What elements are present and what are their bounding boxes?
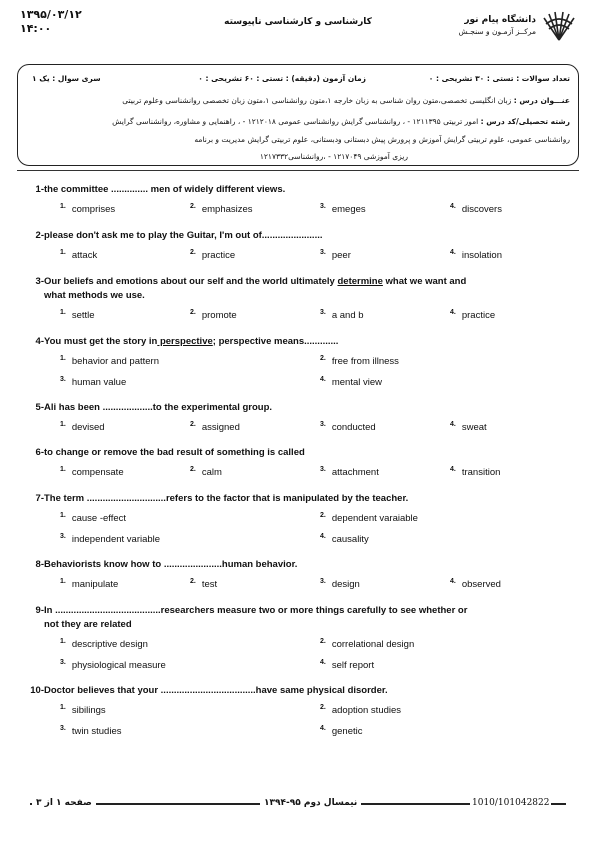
option-text: cause -effect — [71, 513, 127, 524]
page-number: صفحه ۱ از ۳ — [32, 798, 96, 808]
university-emblem-icon — [540, 10, 578, 44]
stem-text: ; perspective means............. — [212, 336, 339, 347]
option-number: 1. — [60, 203, 66, 210]
question-number: 7- — [35, 493, 44, 504]
question-stem — [44, 275, 574, 303]
option-number: 4. — [320, 725, 326, 732]
answer-option-2[interactable] — [190, 421, 240, 433]
answer-option-4[interactable] — [450, 203, 502, 215]
stem-text: the committee .............. men of widely different views. — [44, 184, 286, 195]
question-number: 10- — [30, 685, 44, 696]
field-code-line — [32, 117, 570, 126]
option-text: practice — [201, 250, 236, 261]
answer-option-4[interactable] — [450, 309, 495, 321]
option-number: 3. — [320, 578, 326, 585]
question-number: 5- — [35, 402, 44, 413]
answer-option-3[interactable] — [320, 203, 366, 215]
option-number: 2. — [190, 309, 196, 316]
answer-option-1[interactable] — [60, 578, 118, 590]
question-number: 3- — [35, 276, 44, 287]
answer-option-4[interactable] — [320, 533, 369, 545]
option-text: behavior and pattern — [71, 356, 159, 367]
option-number: 1. — [60, 638, 66, 645]
question-number: 8- — [35, 559, 44, 570]
option-text: a and b — [331, 310, 364, 321]
stem-text: The term ..............................refers to the factor that is manipulated by the teacher. — [44, 493, 409, 504]
answer-option-4[interactable] — [320, 376, 382, 388]
underlined-term: perspective — [157, 336, 213, 347]
answer-option-1[interactable] — [60, 512, 126, 524]
answer-option-2[interactable] — [320, 355, 399, 367]
answer-option-2[interactable] — [320, 512, 418, 524]
assessment-center: مرکــز آزمـون و سنجـش — [458, 27, 536, 36]
answer-option-1[interactable] — [60, 704, 106, 716]
option-number: 2. — [320, 638, 326, 645]
answer-option-3[interactable] — [60, 533, 160, 545]
option-number: 1. — [60, 466, 66, 473]
option-number: 2. — [190, 578, 196, 585]
field-line-3: ریزی آموزشی ۱۲۱۷۰۴۹ - ،روانشناسی۱۲۱۷۳۳۲ — [259, 152, 408, 161]
exam-info-box — [17, 64, 579, 166]
course-label: عنـــوان درس : — [513, 96, 570, 105]
option-number: 3. — [60, 659, 66, 666]
option-text: promote — [201, 310, 237, 321]
option-number: 1. — [60, 512, 66, 519]
option-number: 3. — [320, 249, 326, 256]
option-number: 1. — [60, 249, 66, 256]
option-text: test — [201, 579, 218, 590]
option-number: 3. — [320, 203, 326, 210]
option-text: twin studies — [71, 726, 122, 737]
option-number: 4. — [450, 309, 456, 316]
option-number: 3. — [60, 376, 66, 383]
answer-option-4[interactable] — [320, 725, 362, 737]
option-number: 2. — [190, 203, 196, 210]
option-number: 2. — [190, 421, 196, 428]
question-stem — [44, 604, 574, 632]
option-text: descriptive design — [71, 639, 148, 650]
question-number: 1- — [35, 184, 44, 195]
answer-option-4[interactable] — [450, 249, 502, 261]
answer-option-1[interactable] — [60, 466, 124, 478]
exam-code: 1010/101042822 — [472, 798, 550, 808]
option-number: 3. — [320, 309, 326, 316]
exam-time: ۱۴:۰۰ — [20, 22, 52, 35]
answer-option-1[interactable] — [60, 309, 95, 321]
option-text: calm — [201, 467, 222, 478]
university-name-block — [459, 14, 536, 38]
answer-option-2[interactable] — [190, 578, 217, 590]
stem-text-line-2: what methods we use. — [44, 290, 145, 301]
option-text: devised — [71, 422, 105, 433]
stem-text: Behaviorists know how to ......................human behavior. — [44, 559, 298, 570]
option-text: emeges — [331, 204, 366, 215]
option-text: free from illness — [331, 356, 399, 367]
answer-option-4[interactable] — [450, 466, 500, 478]
answer-option-3[interactable] — [320, 578, 360, 590]
option-number: 4. — [450, 203, 456, 210]
option-text: assigned — [201, 422, 240, 433]
stem-text: Ali has been ...................to the experimental group. — [44, 402, 273, 413]
option-text: self report — [331, 660, 375, 671]
option-number: 1. — [60, 578, 66, 585]
degree-title: کارشناسی و کارشناسی ناپیوسته — [224, 17, 372, 27]
underlined-term: determine — [337, 276, 383, 287]
question-stem — [44, 229, 574, 243]
field-line-1: امور تربیتی ۱۲۱۱۳۹۵ - ، روانشناسی گرایش روانشناسی عمومی ۱۲۱۲۰۱۸ - ، راهنمایی و مشاوره، روانشناسی گرایش — [112, 117, 479, 126]
exam-info-summary — [18, 74, 578, 86]
question-number: 6- — [35, 447, 44, 458]
stem-text: please don't ask me to play the Guitar, I'm out of....................... — [44, 230, 323, 241]
option-text: discovers — [461, 204, 502, 215]
answer-option-3[interactable] — [60, 376, 126, 388]
question-stem — [44, 492, 574, 506]
answer-option-1[interactable] — [60, 421, 105, 433]
option-text: attachment — [331, 467, 379, 478]
option-text: compensate — [71, 467, 124, 478]
option-text: causality — [331, 534, 369, 545]
option-number: 2. — [320, 512, 326, 519]
option-text: manipulate — [71, 579, 119, 590]
answer-option-3[interactable] — [320, 249, 351, 261]
answer-option-3[interactable] — [320, 466, 379, 478]
answer-option-2[interactable] — [190, 309, 237, 321]
option-number: 2. — [320, 355, 326, 362]
stem-text-line-2: not they are related — [44, 619, 132, 630]
stem-text: You must get the story in — [44, 336, 158, 347]
course-title-line — [32, 96, 570, 105]
option-text: peer — [331, 250, 351, 261]
option-number: 4. — [450, 421, 456, 428]
option-text: human value — [71, 377, 127, 388]
option-text: emphasizes — [201, 204, 253, 215]
option-text: independent variable — [71, 534, 161, 545]
option-number: 4. — [450, 578, 456, 585]
stem-text: to change or remove the bad result of something is called — [44, 447, 305, 458]
option-text: sweat — [461, 422, 487, 433]
semester-label: نیمسال دوم ۹۵-۱۳۹۴ — [260, 798, 361, 808]
option-number: 1. — [60, 421, 66, 428]
option-number: 4. — [320, 376, 326, 383]
question-stem — [44, 183, 574, 197]
option-number: 3. — [60, 533, 66, 540]
answer-option-2[interactable] — [190, 466, 222, 478]
option-text: attack — [71, 250, 98, 261]
answer-option-1[interactable] — [60, 249, 97, 261]
option-number: 4. — [320, 659, 326, 666]
option-number: 1. — [60, 355, 66, 362]
option-text: practice — [461, 310, 496, 321]
university-logo — [428, 10, 578, 48]
question-stem — [44, 446, 574, 460]
option-text: design — [331, 579, 360, 590]
option-number: 1. — [60, 704, 66, 711]
answer-option-1[interactable] — [60, 638, 148, 650]
option-number: 4. — [450, 466, 456, 473]
option-text: observed — [461, 579, 501, 590]
header-divider — [17, 170, 579, 171]
university-name: دانشگاه پیام نور — [464, 15, 536, 25]
option-text: settle — [71, 310, 95, 321]
option-text: sibilings — [71, 705, 106, 716]
stem-text: Doctor believes that your ....................................have same physical disorder. — [44, 685, 388, 696]
option-text: genetic — [331, 726, 363, 737]
course-value: زبان انگلیسی تخصصی،متون روان شناسی به زبان خارجه ۱،متون روانشناسی ۱،متون زبان تخصصی روانشناسی وعلوم تربیتی — [122, 96, 512, 105]
answer-option-2[interactable] — [190, 203, 253, 215]
answer-option-2[interactable] — [190, 249, 235, 261]
question-count: تعداد سوالات : تستی : ۳۰ تشریحی : ۰ — [428, 74, 570, 83]
stem-text: what we want and — [382, 276, 467, 287]
option-text: insolation — [461, 250, 502, 261]
exam-date: ۱۳۹۵/۰۳/۱۲ — [20, 8, 82, 21]
question-series: سری سوال : یک ۱ — [32, 74, 101, 83]
option-number: 2. — [190, 249, 196, 256]
field-label: رشته تحصیلی/کد درس : — [480, 117, 570, 126]
answer-option-2[interactable] — [320, 638, 414, 650]
question-stem — [44, 558, 574, 572]
option-number: 3. — [320, 466, 326, 473]
answer-option-4[interactable] — [450, 421, 487, 433]
answer-option-4[interactable] — [320, 659, 374, 671]
question-stem — [44, 401, 574, 415]
option-number: 2. — [190, 466, 196, 473]
stem-text: In ........................................researchers measure two or more things carefully to see whether or — [44, 605, 468, 616]
answer-option-3[interactable] — [60, 659, 166, 671]
option-number: 4. — [320, 533, 326, 540]
answer-option-3[interactable] — [320, 309, 364, 321]
answer-option-3[interactable] — [320, 421, 376, 433]
question-stem — [44, 335, 574, 349]
option-text: physiological measure — [71, 660, 166, 671]
answer-option-2[interactable] — [320, 704, 401, 716]
question-number: 9- — [35, 605, 44, 616]
option-number: 3. — [60, 725, 66, 732]
question-stem — [44, 684, 574, 698]
question-number: 2- — [35, 230, 44, 241]
option-text: comprises — [71, 204, 116, 215]
question-number: 4- — [35, 336, 44, 347]
field-line-2: روانشناسی عمومی، علوم تربیتی گرایش آموزش و پرورش پیش دبستانی ودبستانی، علوم تربیتی گرایش مدیریت و برنامه — [194, 135, 570, 144]
option-number: 4. — [450, 249, 456, 256]
stem-text: Our beliefs and emotions about our self and the world ultimately — [44, 276, 338, 287]
answer-option-1[interactable] — [60, 355, 159, 367]
option-number: 2. — [320, 704, 326, 711]
option-text: adoption studies — [331, 705, 402, 716]
option-text: dependent varaiable — [331, 513, 418, 524]
answer-option-3[interactable] — [60, 725, 121, 737]
option-text: correlational design — [331, 639, 415, 650]
option-text: mental view — [331, 377, 383, 388]
option-text: conducted — [331, 422, 376, 433]
answer-option-4[interactable] — [450, 578, 501, 590]
exam-duration: زمان آزمون (دقیقه) : تستی : ۶۰ تشریحی : ۰ — [198, 74, 366, 83]
answer-option-1[interactable] — [60, 203, 115, 215]
option-number: 3. — [320, 421, 326, 428]
option-number: 1. — [60, 309, 66, 316]
option-text: transition — [461, 467, 501, 478]
